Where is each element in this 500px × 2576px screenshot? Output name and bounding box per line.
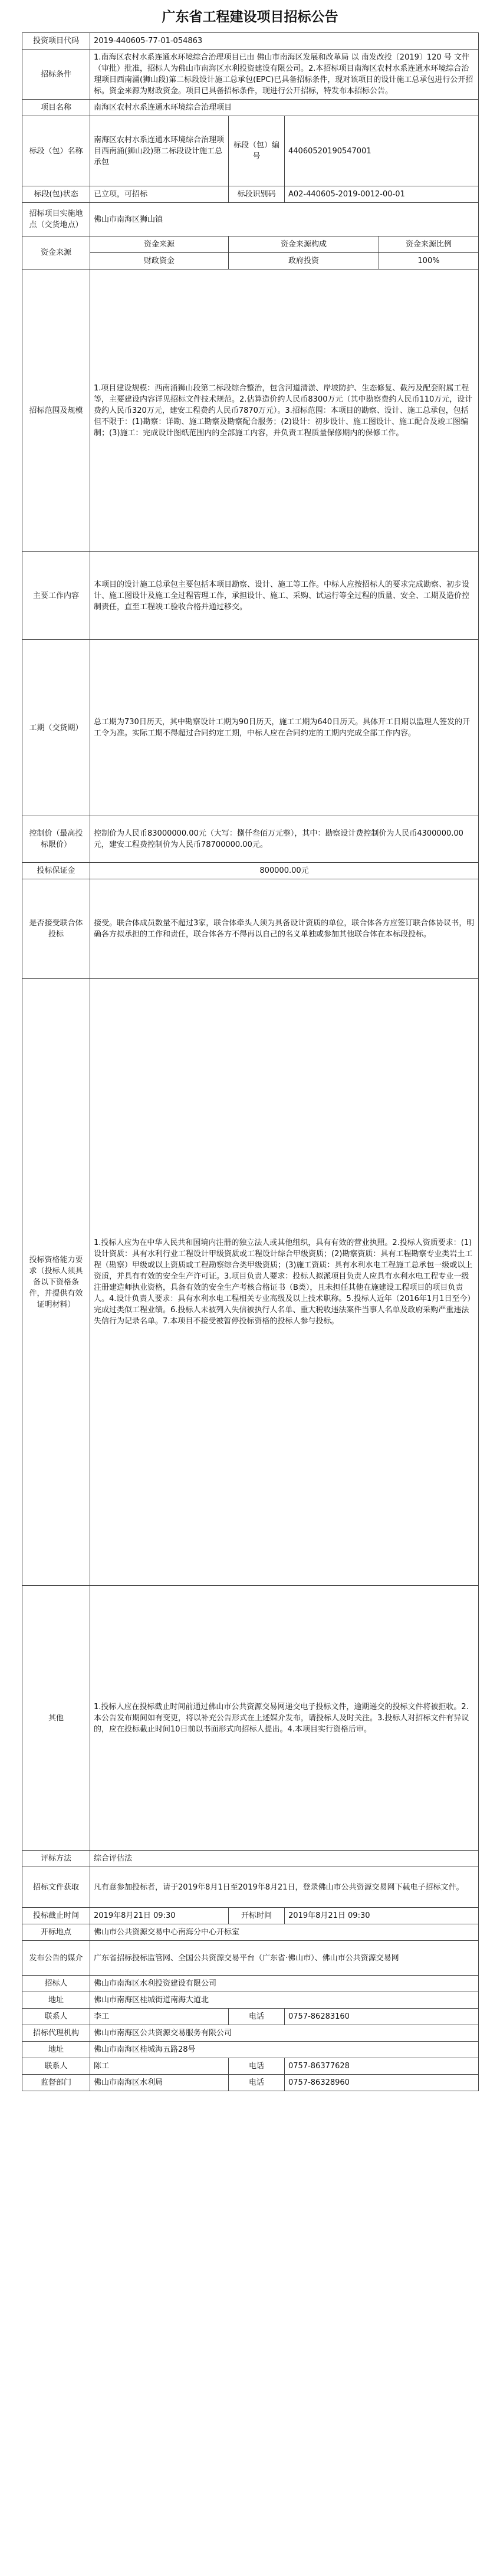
publish-label: 发布公告的媒介 bbox=[22, 1941, 90, 1976]
supervise-phone-label: 电话 bbox=[229, 2075, 285, 2091]
tenderer-address-label: 地址 bbox=[22, 1992, 90, 2009]
price-label: 控制价（最高投标限价） bbox=[22, 816, 90, 863]
consort-label: 是否接受联合体投标 bbox=[22, 879, 90, 979]
eval-value: 综合评估法 bbox=[90, 1851, 479, 1867]
issue-text: 凡有意参加投标者，请于2019年8月1日至2019年8月21日，登录佛山市公共资源交易网下载电子招标文件。 bbox=[90, 1867, 479, 1908]
agency-phone-label: 电话 bbox=[229, 2058, 285, 2075]
proj-name-label: 项目名称 bbox=[22, 100, 90, 116]
agency-contact-value: 陈工 bbox=[90, 2058, 229, 2075]
other-label: 其他 bbox=[22, 1586, 90, 1851]
seg-code-value: 44060520190547001 bbox=[285, 116, 479, 186]
other-text: 1.投标人应在投标截止时间前通过佛山市公共资源交易网递交电子投标文件，逾期递交的投标文件将被拒收。2.本公告发布期间如有变更，将以补充公告形式在上述媒介发布，请投标人及时关注。3.投标人对招标文件有异议的，应在投标截止时间10日前以书面形式向招标人提出。4.本项目实行资格后审。 bbox=[90, 1586, 479, 1851]
fund-header-ratio: 资金来源比例 bbox=[379, 236, 479, 253]
fund-label: 资金来源 bbox=[22, 236, 90, 270]
qual-label: 投标资格能力要求（投标人须具备以下资格条件，并提供有效证明材料） bbox=[22, 979, 90, 1586]
page-title: 广东省工程建设项目招标公告 bbox=[162, 9, 338, 25]
scope-label: 招标范围及规模 bbox=[22, 270, 90, 552]
publish-value: 广东省招标投标监管网、全国公共资源交易平台（广东省·佛山市）、佛山市公共资源交易网 bbox=[90, 1941, 479, 1976]
scope-text: 1.项目建设规模：西南涌狮山段第二标段综合整治，包含河道清淤、岸坡防护、生态修复、截污及配套附属工程等，主要建设内容详见招标文件技术规范。2.估算造价约人民币8300万元（其中勘察费约人民币110万元，设计费约人民币320万元，建安工程费约人民币7870万元）。3.招标范围：本项目的勘察、设计、施工总承包，包括但不限于：(1)勘察：详勘、施工勘察及勘察配合服务；(2)设计：初步设计、施工图设计、施工配合及竣工图编制；(3)施工：完成设计图纸范围内的全部施工内容，并负责工程质量保修期内的保修工作。 bbox=[90, 270, 479, 552]
tenderer-address-value: 佛山市南海区桂城街道南海大道北 bbox=[90, 1992, 479, 2009]
agency-phone-value: 0757-86377628 bbox=[285, 2058, 479, 2075]
agency-address-label: 地址 bbox=[22, 2042, 90, 2058]
fund-header-structure: 资金来源构成 bbox=[229, 236, 379, 253]
fund-structure-value: 政府投资 bbox=[229, 253, 379, 270]
qual-text: 1.投标人应为在中华人民共和国境内注册的独立法人或其他组织，具有有效的营业执照。2.投标人资质要求：(1)设计资质：具有水利行业工程设计甲级资质或工程设计综合甲级资质；(2)勘察资质：具有工程勘察专业类岩土工程（勘察）甲级或以上资质或工程勘察综合类甲级资质；(3)施工资质：具有水利水电工程施工总承包一级或以上资质，并具有有效的安全生产许可证。3.项目负责人要求：投标人拟派项目负责人应具有水利水电工程专业一级注册建造师执业资格，具备有效的安全生产考核合格证书（B类），且未担任其他在施建设工程项目的项目负责人。4.设计负责人要求：具有水利水电工程相关专业高级及以上技术职称。5.投标人近年（2016年1月1日至今）完成过类似工程业绩。6.投标人未被列入失信被执行人名单、重大税收违法案件当事人名单及政府采购严重违法失信行为记录名单。7.本项目不接受被暂停投标资格的投标人参与投标。 bbox=[90, 979, 479, 1586]
seg-id-value: A02-440605-2019-0012-00-01 bbox=[285, 186, 479, 203]
seg-name-label: 标段（包）名称 bbox=[22, 116, 90, 186]
announcement-table bbox=[22, 32, 479, 2091]
tenderer-value: 佛山市南海区水利投资建设有限公司 bbox=[90, 1976, 479, 1992]
eval-label: 评标方法 bbox=[22, 1851, 90, 1867]
agency-value: 佛山市南海区公共资源交易服务有限公司 bbox=[90, 2025, 479, 2042]
tenderer-phone-value: 0757-86283160 bbox=[285, 2009, 479, 2025]
agency-label: 招标代理机构 bbox=[22, 2025, 90, 2042]
seg-code-label: 标段（包）编号 bbox=[229, 116, 285, 186]
supervise-phone-value: 0757-86328960 bbox=[285, 2075, 479, 2091]
code-label: 投资项目代码 bbox=[22, 33, 90, 50]
tenderer-label: 招标人 bbox=[22, 1976, 90, 1992]
period-text: 总工期为730日历天，其中勘察设计工期为90日历天，施工工期为640日历天。具体开工日期以监理人签发的开工令为准。实际工期不得超过合同约定工期，中标人应在合同约定的工期内完成全部工作内容。 bbox=[90, 640, 479, 816]
site-label: 招标项目实施地点（交货地点） bbox=[22, 203, 90, 236]
consort-text: 接受。联合体成员数量不超过3家，联合体牵头人须为具备设计资质的单位，联合体各方应签订联合体协议书，明确各方拟承担的工作和责任，联合体各方不得再以自己的名义单独或参加其他联合体在本标段投标。 bbox=[90, 879, 479, 979]
deposit-value: 800000.00元 bbox=[90, 863, 479, 879]
open-value: 2019年8月21日 09:30 bbox=[285, 1908, 479, 1924]
cond-text: 1.南海区农村水系连通水环境综合治理项目已由 佛山市南海区发展和改革局 以 南发改投〔2019〕120 号 文件（审批）批准，招标人为佛山市南海区水利投资建设有限公司。2.本招标项目南海区农村水系连通水环境综合治理项目西南涌(狮山段)第二标段设计施工总承包(EPC)已具备招标条件，现对该项目的设计施工总承包进行公开招标。资金来源为财政资金。项目已具备招标条件，现进行公开招标，特发布本招标公告。 bbox=[90, 50, 479, 100]
content-label: 主要工作内容 bbox=[22, 552, 90, 640]
deadline-value: 2019年8月21日 09:30 bbox=[90, 1908, 229, 1924]
supervise-value: 佛山市南海区水利局 bbox=[90, 2075, 229, 2091]
tenderer-contact-label: 联系人 bbox=[22, 2009, 90, 2025]
fund-header-source: 资金来源 bbox=[90, 236, 229, 253]
seg-id-label: 标段识别码 bbox=[229, 186, 285, 203]
seg-status-label: 标段(包)状态 bbox=[22, 186, 90, 203]
content-text: 本项目的设计施工总承包主要包括本项目勘察、设计、施工等工作。中标人应按招标人的要求完成勘察、初步设计、施工图设计及施工全过程管理工作，承担设计、施工、采购、试运行等全过程的质量、安全、工期及造价控制责任，直至工程竣工验收合格并通过移交。 bbox=[90, 552, 479, 640]
agency-address-value: 佛山市南海区桂城海五路28号 bbox=[90, 2042, 479, 2058]
deadline-label: 投标截止时间 bbox=[22, 1908, 90, 1924]
seg-name-value: 南海区农村水系连通水环境综合治理项目西南涌(狮山段)第二标段设计施工总承包 bbox=[90, 116, 229, 186]
open-place-value: 佛山市公共资源交易中心南海分中心开标室 bbox=[90, 1924, 479, 1941]
price-text: 控制价为人民币83000000.00元（大写：捌仟叁佰万元整），其中：勘察设计费控制价为人民币4300000.00元，建安工程费控制价为人民币78700000.00元。 bbox=[90, 816, 479, 863]
period-label: 工期（交货期） bbox=[22, 640, 90, 816]
proj-name-value: 南海区农村水系连通水环境综合治理项目 bbox=[90, 100, 479, 116]
code-value: 2019-440605-77-01-054863 bbox=[90, 33, 479, 50]
site-value: 佛山市南海区狮山镇 bbox=[90, 203, 479, 236]
deposit-label: 投标保证金 bbox=[22, 863, 90, 879]
seg-status-value: 已立项，可招标 bbox=[90, 186, 229, 203]
fund-source-value: 财政资金 bbox=[90, 253, 229, 270]
agency-contact-label: 联系人 bbox=[22, 2058, 90, 2075]
fund-ratio-value: 100% bbox=[379, 253, 479, 270]
open-place-label: 开标地点 bbox=[22, 1924, 90, 1941]
issue-label: 招标文件获取 bbox=[22, 1867, 90, 1908]
cond-label: 招标条件 bbox=[22, 50, 90, 100]
supervise-label: 监督部门 bbox=[22, 2075, 90, 2091]
tenderer-phone-label: 电话 bbox=[229, 2009, 285, 2025]
open-label: 开标时间 bbox=[229, 1908, 285, 1924]
tenderer-contact-value: 李工 bbox=[90, 2009, 229, 2025]
